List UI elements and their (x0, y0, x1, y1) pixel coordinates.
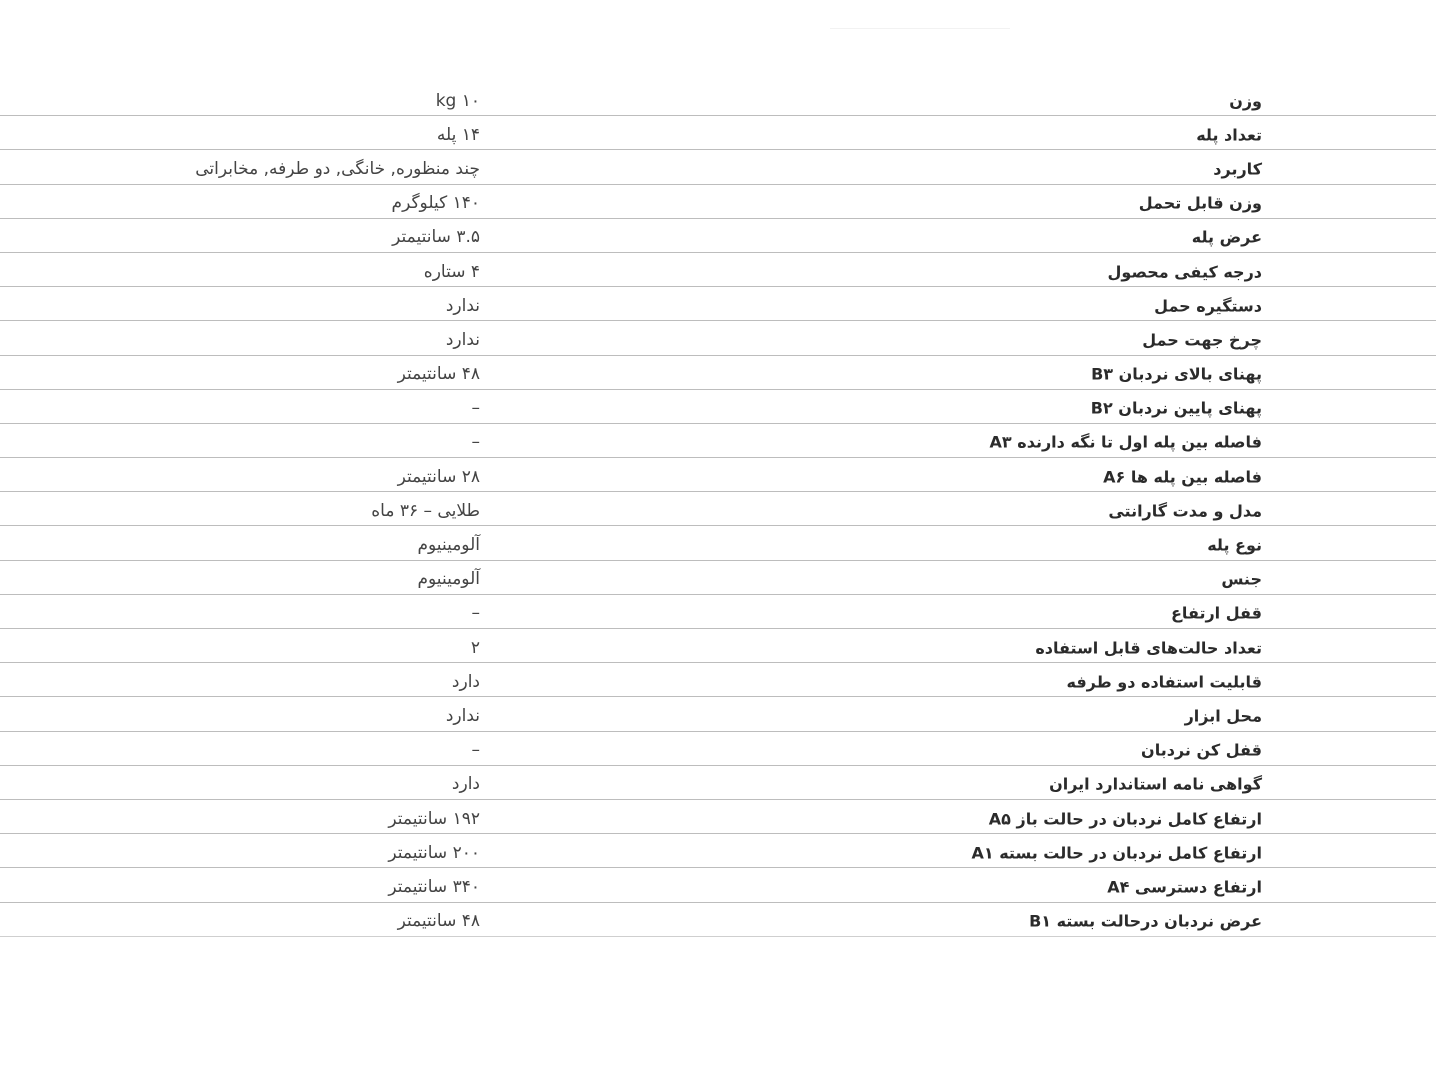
spec-value: ۲۰۰ سانتیمتر (388, 842, 480, 863)
spec-value: آلومینیوم (417, 535, 480, 556)
spec-row (0, 732, 1436, 766)
spec-row (0, 766, 1436, 800)
spec-label: تعداد پله (1196, 125, 1262, 145)
spec-label: کاربرد (1213, 159, 1262, 179)
spec-value: ۲ (470, 637, 480, 658)
spec-row (0, 287, 1436, 321)
spec-value: ندارد (445, 295, 480, 316)
spec-label: قابلیت استفاده دو طرفه (1066, 672, 1262, 692)
spec-label: وزن قابل تحمل (1138, 193, 1262, 213)
spec-row (0, 390, 1436, 424)
spec-row (0, 185, 1436, 219)
specifications-table (0, 82, 1436, 937)
spec-value: ۴۸ سانتیمتر (397, 364, 480, 385)
spec-value: آلومینیوم (417, 569, 480, 590)
spec-value: – (471, 398, 480, 419)
spec-row (0, 458, 1436, 492)
spec-row (0, 868, 1436, 902)
spec-row (0, 219, 1436, 253)
spec-value: ۱۴۰ کیلوگرم (391, 193, 480, 214)
spec-label: محل ابزار (1184, 706, 1262, 726)
spec-label: چرخ جهت حمل (1142, 330, 1262, 350)
spec-label: فاصله بین پله اول تا نگه دارنده A۳ (989, 432, 1262, 452)
spec-label: عرض نردبان درحالت بسته B۱ (1029, 911, 1262, 931)
spec-value: ۳.۵ سانتیمتر (392, 227, 480, 248)
spec-value: چند منظوره, خانگی, دو طرفه, مخابراتی (195, 158, 480, 179)
spec-row (0, 595, 1436, 629)
spec-label: تعداد حالت‌های قابل استفاده (1035, 637, 1262, 657)
spec-label: قفل ارتفاع (1171, 603, 1262, 623)
spec-value: ۱۴ پله (436, 124, 480, 145)
spec-row (0, 800, 1436, 834)
spec-label: مدل و مدت گارانتی (1108, 501, 1262, 521)
spec-value: – (471, 432, 480, 453)
spec-label: ارتفاع دسترسی A۴ (1107, 877, 1262, 897)
spec-row (0, 150, 1436, 184)
spec-row (0, 253, 1436, 287)
spec-value: – (471, 740, 480, 761)
spec-label: پهنای پایین نردبان B۲ (1090, 398, 1262, 418)
spec-row (0, 903, 1436, 937)
spec-value: ۴ ستاره (423, 261, 480, 282)
spec-row (0, 321, 1436, 355)
spec-value: ۴۸ سانتیمتر (397, 911, 480, 932)
spec-label: درجه کیفی محصول (1107, 261, 1262, 281)
spec-label: گواهی نامه استاندارد ایران (1049, 774, 1262, 794)
spec-label: ارتفاع کامل نردبان در حالت باز A۵ (988, 808, 1262, 828)
spec-label: ارتفاع کامل نردبان در حالت بسته A۱ (971, 843, 1262, 863)
spec-row (0, 492, 1436, 526)
spec-value: ندارد (445, 329, 480, 350)
spec-label: عرض پله (1191, 227, 1262, 247)
spec-row (0, 629, 1436, 663)
spec-label: نوع پله (1207, 535, 1262, 555)
spec-label: جنس (1221, 569, 1262, 589)
spec-label: دستگیره حمل (1154, 296, 1262, 316)
spec-label: قفل کن نردبان (1141, 740, 1262, 760)
spec-value: ۳۴۰ سانتیمتر (388, 876, 480, 897)
spec-row (0, 116, 1436, 150)
spec-row (0, 526, 1436, 560)
spec-row (0, 834, 1436, 868)
spec-label: پهنای بالای نردبان B۳ (1091, 364, 1262, 384)
top-divider (830, 28, 1010, 29)
spec-value: kg ۱۰ (435, 90, 480, 111)
spec-value: دارد (451, 774, 480, 795)
spec-value: دارد (451, 671, 480, 692)
spec-row (0, 82, 1436, 116)
spec-value: طلایی – ۳۶ ماه (371, 500, 480, 521)
spec-row (0, 697, 1436, 731)
spec-value: ندارد (445, 705, 480, 726)
spec-row (0, 356, 1436, 390)
spec-value: ۲۸ سانتیمتر (397, 466, 480, 487)
spec-row (0, 424, 1436, 458)
spec-label: فاصله بین پله ها A۶ (1103, 467, 1262, 487)
spec-row (0, 561, 1436, 595)
spec-label: وزن (1229, 90, 1262, 110)
spec-value: – (471, 603, 480, 624)
spec-row (0, 663, 1436, 697)
spec-value: ۱۹۲ سانتیمتر (388, 808, 480, 829)
